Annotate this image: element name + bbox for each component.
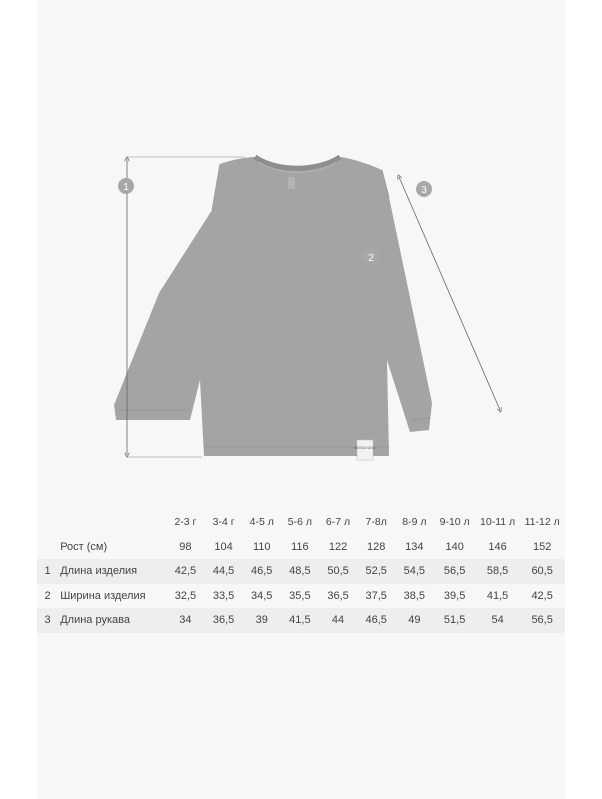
garment-illustration: [37, 0, 565, 500]
table-cell: 56,5: [519, 608, 565, 633]
table-cell: 36,5: [205, 608, 243, 633]
size-header: 9-10 л: [439, 516, 470, 529]
size-table: [37, 510, 565, 633]
table-cell: 50,5: [319, 559, 357, 584]
table-cell: 36,5: [327, 589, 349, 602]
table-cell: 39,5: [443, 589, 466, 602]
length-row: [37, 559, 565, 584]
table-cell: 42,5: [531, 589, 553, 602]
table-cell: 39: [243, 608, 281, 633]
table-cell: 42,5: [166, 559, 204, 584]
row-label: Длина рукава: [58, 608, 166, 633]
table-cell: 41,5: [486, 589, 509, 602]
table-cell: 56,5: [433, 559, 475, 584]
table-cell: 35,5: [289, 589, 311, 602]
size-header: 5-6 л: [287, 516, 312, 529]
table-cell: 54,5: [395, 559, 433, 584]
table-cell: 134: [405, 540, 424, 553]
width-marker: [363, 249, 379, 265]
marker-1-label: 1: [123, 182, 129, 193]
brand-tag-text: BOSSA NOVA: [354, 446, 376, 450]
table-cell: 38,5: [403, 589, 426, 602]
row-label: Длина изделия: [58, 559, 166, 584]
size-header: 10-11 л: [480, 516, 516, 529]
row-label: Рост (см): [60, 540, 108, 553]
table-cell: 60,5: [519, 559, 565, 584]
width-row: [37, 584, 565, 609]
table-cell: 49: [395, 608, 433, 633]
table-cell: 44,5: [205, 559, 243, 584]
size-header: 6-7 л: [325, 516, 351, 529]
table-cell: 37,5: [365, 589, 387, 602]
table-cell: 104: [214, 540, 233, 553]
table-cell: 46,5: [243, 559, 281, 584]
size-header: 8-9 л: [402, 516, 427, 529]
row-number: 3: [37, 608, 58, 633]
table-cell: 140: [445, 540, 464, 553]
row-number: 1: [37, 559, 58, 584]
height-row: [37, 535, 565, 560]
table-cell: 32,5: [174, 589, 197, 602]
marker-2-label: 2: [368, 253, 374, 264]
table-cell: 110: [252, 540, 271, 553]
row-label: Ширина изделия: [60, 589, 146, 602]
size-header-row: [37, 510, 565, 535]
size-chart-page: [37, 0, 565, 799]
size-header: 2-3 г: [174, 516, 197, 529]
size-header: 11-12 л: [524, 516, 560, 529]
table-cell: 54: [476, 608, 519, 633]
size-header: 4-5 л: [249, 516, 274, 529]
table-cell: 34: [166, 608, 204, 633]
table-cell: 33,5: [212, 589, 235, 602]
marker-3-label: 3: [421, 185, 427, 196]
row-number: 2: [44, 589, 51, 602]
table-cell: 152: [532, 540, 552, 553]
table-cell: 52,5: [357, 559, 395, 584]
table-cell: 41,5: [281, 608, 319, 633]
table-cell: 46,5: [357, 608, 395, 633]
table-cell: 51,5: [433, 608, 475, 633]
table-cell: 44: [319, 608, 357, 633]
table-cell: 122: [328, 540, 348, 553]
table-cell: 146: [488, 540, 507, 553]
table-cell: 58,5: [476, 559, 519, 584]
size-header: 3-4 г: [212, 516, 235, 529]
tshirt-shape: [114, 157, 432, 460]
sleeve-row: [37, 608, 565, 633]
table-cell: 128: [367, 540, 386, 553]
table-cell: 116: [291, 540, 309, 553]
table-cell: 98: [179, 540, 192, 553]
table-cell: 34,5: [251, 589, 273, 602]
size-header: 7-8л: [365, 516, 387, 529]
table-cell: 48,5: [281, 559, 319, 584]
